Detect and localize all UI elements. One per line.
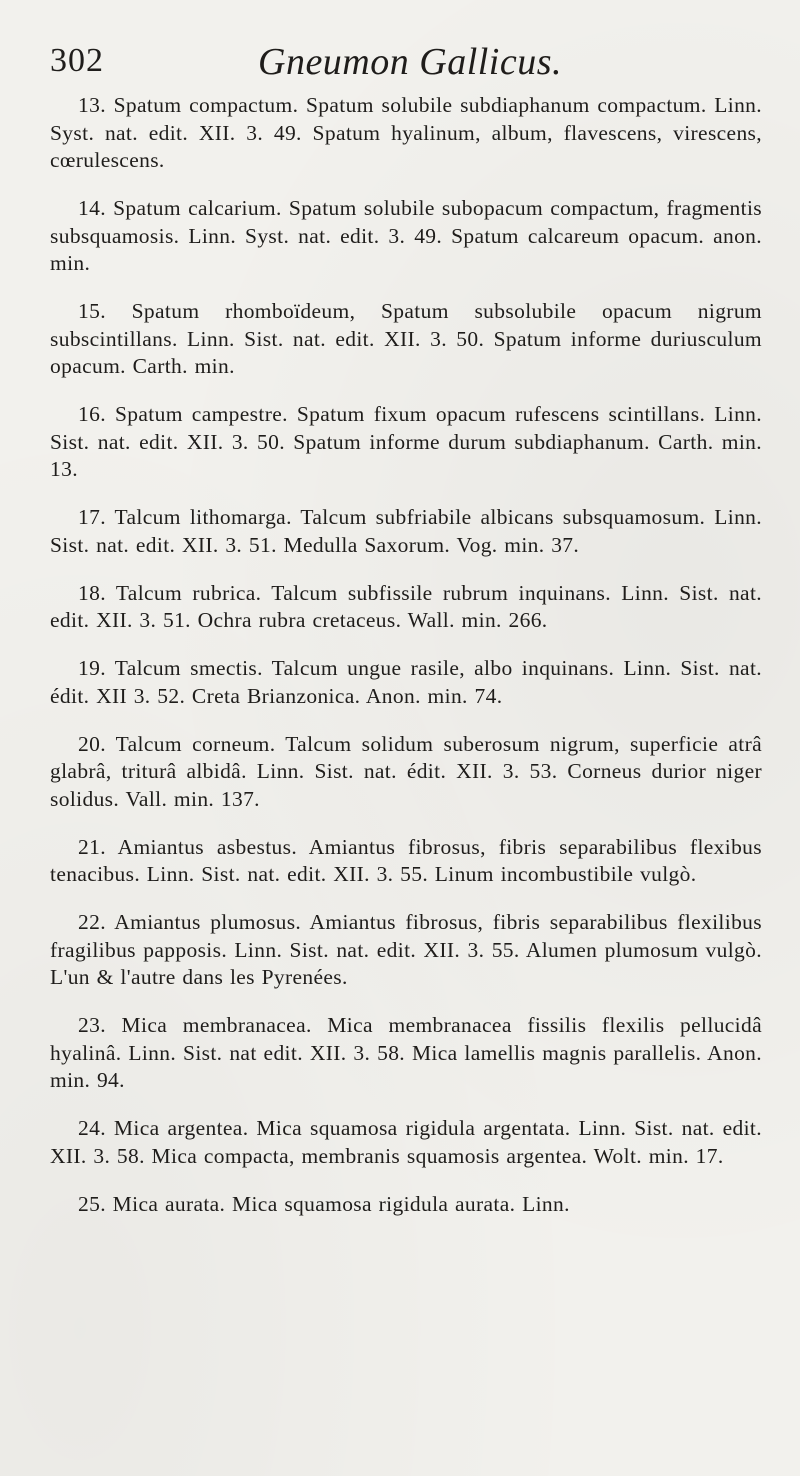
entry-23: 23. Mica membranacea. Mica membranacea fissilis flexilis pellucidâ hyalinâ. Linn. Sist. nat edit. XII. 3. 58. Mica lamellis magnis parallelis. Anon. min. 94. <box>50 1013 762 1092</box>
entry-18: 18. Talcum rubrica. Talcum subfissile rubrum inquinans. Linn. Sist. nat. edit. XII. 3. 51. Ochra rubra cretaceus. Wall. min. 266. <box>50 580 762 632</box>
entry-14: 14. Spatum calcarium. Spatum solubile subopacum compactum, fragmentis subsquamosis. Linn. Syst. nat. edit. 3. 49. Spatum calcareum opacum. anon. min. <box>50 196 762 275</box>
entry-13: 13. Spatum compactum. Spatum solubile subdiaphanum compactum. Linn. Syst. nat. edit. XII. 3. 49. Spatum hyalinum, album, flavescens, virescens, cœrulescens. <box>50 93 762 172</box>
entry-15: 15. Spatum rhomboïdeum, Spatum subsolubile opacum nigrum subscintillans. Linn. Sist. nat. edit. XII. 3. 50. Spatum informe duriusculum opacum. Carth. min. <box>50 299 762 378</box>
page-number: 302 <box>50 42 104 79</box>
entry-19: 19. Talcum smectis. Talcum ungue rasile, albo inquinans. Linn. Sist. nat. édit. XII 3. 52. Creta Brianzonica. Anon. min. 74. <box>50 656 762 708</box>
page-header <box>50 40 760 90</box>
entry-24: 24. Mica argentea. Mica squamosa rigidula argentata. Linn. Sist. nat. edit. XII. 3. 58. Mica compacta, membranis squamosis argentea. Wolt. min. 17. <box>50 1116 762 1168</box>
running-title: Gneumon Gallicus. <box>258 41 563 83</box>
entry-22: 22. Amiantus plumosus. Amiantus fibrosus, fibris separabilibus flexilibus fragilibus papposis. Linn. Sist. nat. edit. XII. 3. 55. Alumen plumosum vulgò. L'un & l'autre dans les Pyrenées. <box>50 910 762 989</box>
entry-25: 25. Mica aurata. Mica squamosa rigidula aurata. Linn. <box>78 1191 570 1216</box>
entry-17: 17. Talcum lithomarga. Talcum subfriabile albicans subsquamosum. Linn. Sist. nat. edit. XII. 3. 51. Medulla Saxorum. Vog. min. 37. <box>50 505 762 557</box>
page-body <box>50 92 762 1239</box>
entry-21: 21. Amiantus asbestus. Amiantus fibrosus, fibris separabilibus flexibus tenacibus. Linn. Sist. nat. edit. XII. 3. 55. Linum incombustibile vulgò. <box>50 834 762 886</box>
entry-20: 20. Talcum corneum. Talcum solidum suberosum nigrum, superficie atrâ glabrâ, triturâ albidâ. Linn. Sist. nat. édit. XII. 3. 53. Corneus durior niger solidus. Vall. min. 137. <box>50 731 762 811</box>
entry-16: 16. Spatum campestre. Spatum fixum opacum rufescens scintillans. Linn. Sist. nat. edit. XII. 3. 50. Spatum informe durum subdiaphanum. Carth. min. 13. <box>50 402 762 481</box>
